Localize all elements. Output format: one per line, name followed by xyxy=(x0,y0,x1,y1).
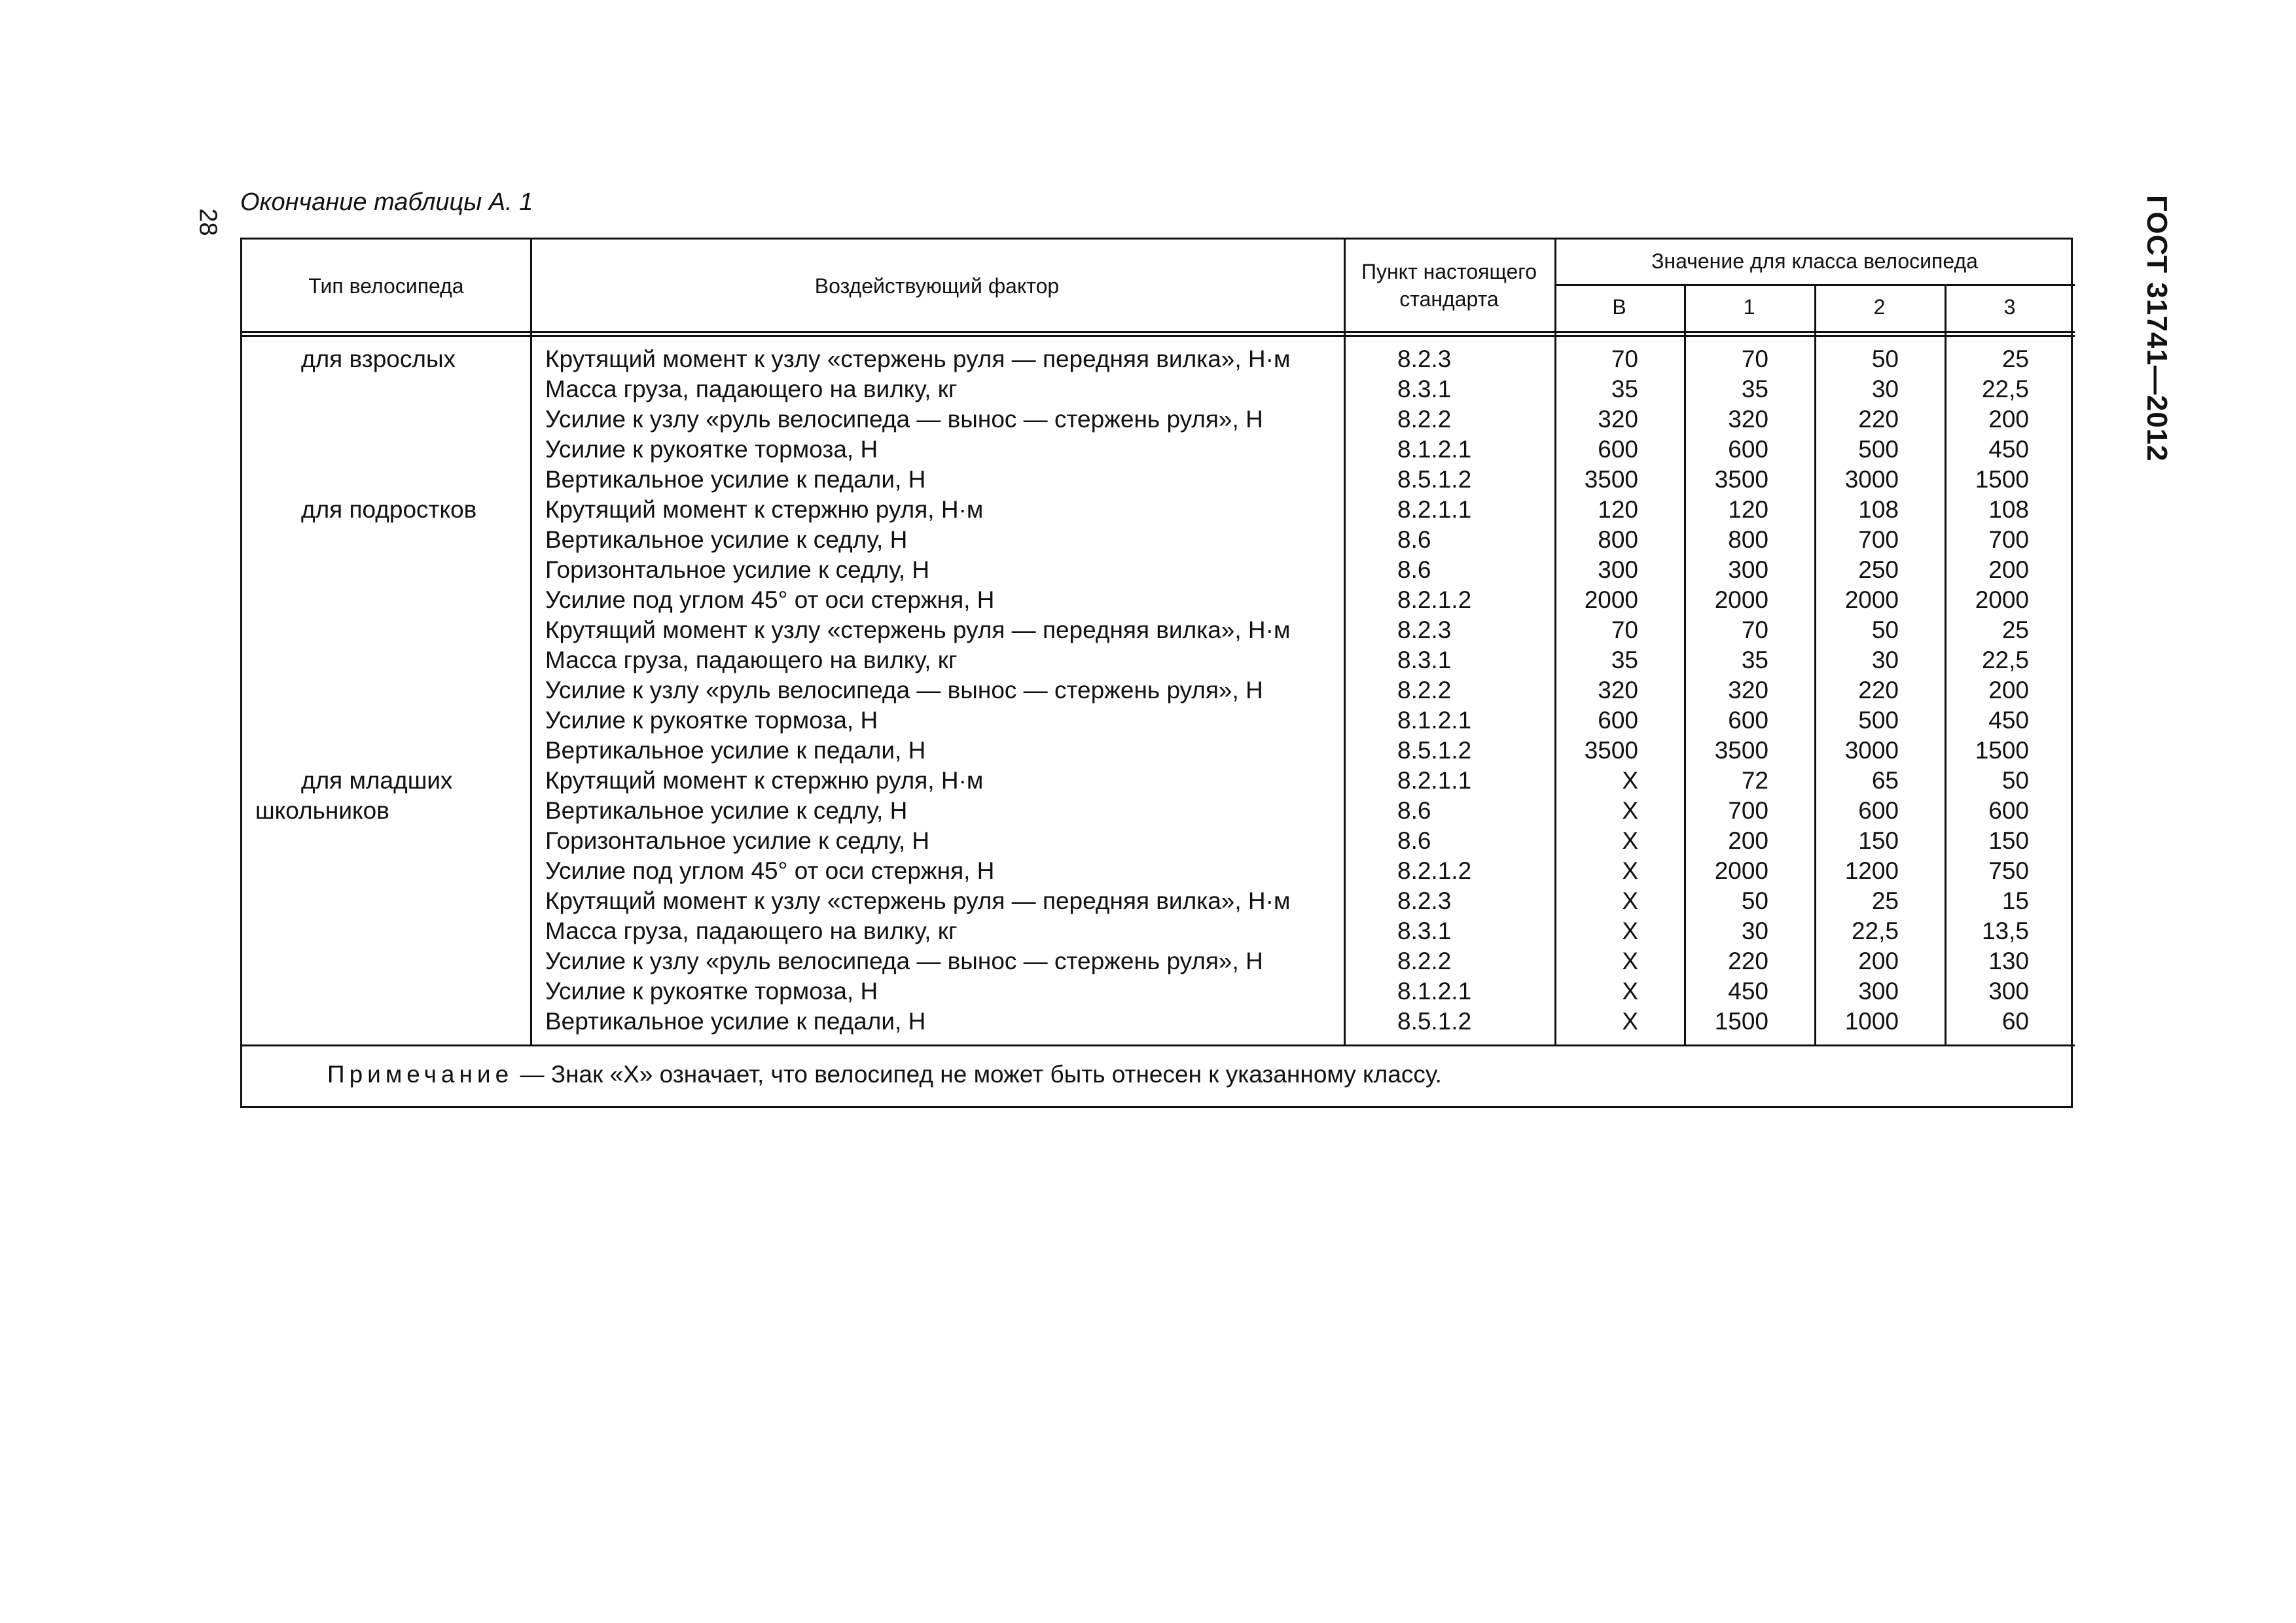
factor-cell: Усилие к узлу «руль велосипеда — вынос — стержень руля», Н xyxy=(545,948,1263,974)
value-cell: 1500 xyxy=(1975,466,2029,493)
value-cell: 1500 xyxy=(1714,1008,1768,1035)
clause-cell: 8.2.1.1 xyxy=(1397,496,1472,523)
factor-cell: Горизонтальное усилие к седлу, Н xyxy=(545,827,930,854)
factor-cell: Крутящий момент к стержню руля, Н·м xyxy=(545,496,984,523)
value-cell: 50 xyxy=(2001,767,2029,794)
clause-cell: 8.1.2.1 xyxy=(1397,707,1472,734)
factor-cell: Вертикальное усилие к педали, Н xyxy=(545,737,926,764)
value-cell: 320 xyxy=(1598,677,1638,704)
header-class-2: 2 xyxy=(1873,295,1886,319)
value-cell: 500 xyxy=(1858,707,1899,734)
value-cell: X xyxy=(1622,887,1638,914)
header-divider-double xyxy=(242,335,2075,337)
value-cell: 450 xyxy=(1988,436,2029,463)
value-cell: 800 xyxy=(1598,526,1638,553)
value-cell: 1500 xyxy=(1975,737,2029,764)
note-divider xyxy=(242,1044,2075,1046)
value-cell: 320 xyxy=(1728,406,1768,433)
value-cell: 22,5 xyxy=(1851,918,1899,944)
value-cell: 35 xyxy=(1611,376,1638,402)
value-cell: 35 xyxy=(1741,376,1768,402)
clause-cell: 8.6 xyxy=(1397,827,1431,854)
value-cell: 600 xyxy=(1598,707,1638,734)
clause-cell: 8.3.1 xyxy=(1397,647,1452,673)
factor-cell: Усилие к узлу «руль велосипеда — вынос — стержень руля», Н xyxy=(545,677,1263,704)
header-clause: Пункт настоящего стандарта xyxy=(1361,260,1537,311)
factor-cell: Масса груза, падающего на вилку, кг xyxy=(545,376,958,402)
header-type: Тип велосипеда xyxy=(308,274,464,298)
factor-cell: Горизонтальное усилие к седлу, Н xyxy=(545,556,930,583)
value-cell: 70 xyxy=(1611,616,1638,643)
value-cell: X xyxy=(1622,948,1638,974)
factor-cell: Крутящий момент к узлу «стержень руля — передняя вилка», Н·м xyxy=(545,887,1291,914)
clause-cell: 8.6 xyxy=(1397,556,1431,583)
value-cell: 22,5 xyxy=(1981,647,2029,673)
value-cell: 72 xyxy=(1741,767,1768,794)
clause-cell: 8.1.2.1 xyxy=(1397,978,1472,1005)
value-cell: 13,5 xyxy=(1981,918,2029,944)
value-cell: 130 xyxy=(1988,948,2029,974)
value-cell: X xyxy=(1622,1008,1638,1035)
value-cell: X xyxy=(1622,857,1638,884)
col-divider-1 xyxy=(530,240,532,1046)
page-number: 28 xyxy=(194,208,222,236)
value-cell: 70 xyxy=(1741,616,1768,643)
document-code: ГОСТ 31741—2012 xyxy=(2141,195,2173,462)
value-cell: 200 xyxy=(1988,406,2029,433)
clause-cell: 8.2.2 xyxy=(1397,406,1452,433)
value-cell: 22,5 xyxy=(1981,376,2029,402)
value-cell: 2000 xyxy=(1714,586,1768,613)
header-divider xyxy=(242,331,2075,333)
factor-cell: Усилие под углом 45° от оси стержня, Н xyxy=(545,857,995,884)
clause-cell: 8.2.3 xyxy=(1397,887,1452,914)
group-label: для подростков xyxy=(301,496,477,523)
value-cell: 300 xyxy=(1598,556,1638,583)
value-cell: 2000 xyxy=(1714,857,1768,884)
clause-cell: 8.2.1.2 xyxy=(1397,586,1472,613)
group-label: для взрослых xyxy=(301,346,456,372)
value-cell: 30 xyxy=(1741,918,1768,944)
note-label: Примечание xyxy=(327,1061,514,1088)
clause-cell: 8.5.1.2 xyxy=(1397,737,1472,764)
value-cell: 30 xyxy=(1871,647,1899,673)
value-cell: 1200 xyxy=(1844,857,1899,884)
value-cell: 3000 xyxy=(1844,466,1899,493)
value-cell: X xyxy=(1622,797,1638,824)
note-text: — Знак «X» означает, что велосипед не может быть отнесен к указанному классу. xyxy=(513,1061,1442,1088)
value-cell: X xyxy=(1622,767,1638,794)
value-cell: 2000 xyxy=(1584,586,1638,613)
value-cell: 70 xyxy=(1741,346,1768,372)
factor-cell: Крутящий момент к узлу «стержень руля — передняя вилка», Н·м xyxy=(545,616,1291,643)
value-cell: 700 xyxy=(1728,797,1768,824)
value-cell: 35 xyxy=(1741,647,1768,673)
value-cell: 600 xyxy=(1858,797,1899,824)
factor-cell: Вертикальное усилие к седлу, Н xyxy=(545,797,908,824)
factor-cell: Крутящий момент к стержню руля, Н·м xyxy=(545,767,984,794)
value-cell: 108 xyxy=(1858,496,1899,523)
value-cell: 700 xyxy=(1858,526,1899,553)
clause-cell: 8.1.2.1 xyxy=(1397,436,1472,463)
value-cell: 50 xyxy=(1871,346,1899,372)
data-table xyxy=(240,238,2073,1108)
value-cell: 300 xyxy=(1858,978,1899,1005)
value-cell: 30 xyxy=(1871,376,1899,402)
group-label: для младших школьников xyxy=(255,767,453,824)
value-cell: 200 xyxy=(1988,556,2029,583)
value-cell: 450 xyxy=(1728,978,1768,1005)
factor-cell: Вертикальное усилие к педали, Н xyxy=(545,1008,926,1035)
value-cell: 220 xyxy=(1858,677,1899,704)
value-cell: 220 xyxy=(1858,406,1899,433)
clause-cell: 8.2.2 xyxy=(1397,677,1452,704)
clause-cell: 8.6 xyxy=(1397,797,1431,824)
value-cell: 120 xyxy=(1598,496,1638,523)
col-divider-2 xyxy=(1344,240,1346,1046)
value-cell: 50 xyxy=(1871,616,1899,643)
value-cell: X xyxy=(1622,827,1638,854)
factor-cell: Вертикальное усилие к педали, Н xyxy=(545,466,926,493)
value-cell: 1000 xyxy=(1844,1008,1899,1035)
clause-cell: 8.3.1 xyxy=(1397,376,1452,402)
clause-cell: 8.5.1.2 xyxy=(1397,466,1472,493)
value-cell: 250 xyxy=(1858,556,1899,583)
value-cell: 300 xyxy=(1988,978,2029,1005)
value-cell: 25 xyxy=(2001,616,2029,643)
value-cell: 320 xyxy=(1728,677,1768,704)
header-class-1: 1 xyxy=(1743,295,1755,319)
value-cell: X xyxy=(1622,978,1638,1005)
factor-cell: Усилие к рукоятке тормоза, Н xyxy=(545,707,878,734)
value-cell: 200 xyxy=(1988,677,2029,704)
value-cell: 25 xyxy=(1871,887,1899,914)
value-cell: 220 xyxy=(1728,948,1768,974)
value-cell: 3500 xyxy=(1714,466,1768,493)
value-cell: 70 xyxy=(1611,346,1638,372)
factor-cell: Вертикальное усилие к седлу, Н xyxy=(545,526,908,553)
value-cell: 3500 xyxy=(1584,737,1638,764)
table-caption: Окончание таблицы А. 1 xyxy=(240,188,533,216)
value-cell: 600 xyxy=(1598,436,1638,463)
value-cell: 450 xyxy=(1988,707,2029,734)
value-cell: 600 xyxy=(1988,797,2029,824)
value-cell: 3500 xyxy=(1714,737,1768,764)
clause-cell: 8.2.2 xyxy=(1397,948,1452,974)
value-cell: 3000 xyxy=(1844,737,1899,764)
value-cell: 150 xyxy=(1988,827,2029,854)
value-cell: 500 xyxy=(1858,436,1899,463)
clause-cell: 8.2.3 xyxy=(1397,346,1452,372)
factor-cell: Масса груза, падающего на вилку, кг xyxy=(545,647,958,673)
value-cell: 65 xyxy=(1871,767,1899,794)
value-cell: 35 xyxy=(1611,647,1638,673)
value-cell: 700 xyxy=(1988,526,2029,553)
value-cell: 600 xyxy=(1728,436,1768,463)
value-cell: 3500 xyxy=(1584,466,1638,493)
table-note xyxy=(327,1061,1442,1088)
value-cell: 120 xyxy=(1728,496,1768,523)
factor-cell: Усилие к рукоятке тормоза, Н xyxy=(545,436,878,463)
value-cell: 320 xyxy=(1598,406,1638,433)
header-class-b: В xyxy=(1612,295,1626,319)
factor-cell: Усилие под углом 45° от оси стержня, Н xyxy=(545,586,995,613)
factor-cell: Усилие к узлу «руль велосипеда — вынос — стержень руля», Н xyxy=(545,406,1263,433)
value-cell: 15 xyxy=(2001,887,2029,914)
clause-cell: 8.5.1.2 xyxy=(1397,1008,1472,1035)
value-cell: 600 xyxy=(1728,707,1768,734)
factor-cell: Масса груза, падающего на вилку, кг xyxy=(545,918,958,944)
header-factor: Воздействующий фактор xyxy=(814,274,1060,298)
value-cell: 108 xyxy=(1988,496,2029,523)
clause-cell: 8.2.1.2 xyxy=(1397,857,1472,884)
value-cell: 25 xyxy=(2001,346,2029,372)
value-cell: 300 xyxy=(1728,556,1768,583)
header-value-group: Значение для класса велосипеда xyxy=(1651,249,1978,273)
value-cell: 800 xyxy=(1728,526,1768,553)
clause-cell: 8.6 xyxy=(1397,526,1431,553)
value-cell: 50 xyxy=(1741,887,1768,914)
factor-cell: Крутящий момент к узлу «стержень руля — передняя вилка», Н·м xyxy=(545,346,1291,372)
header-class-3: 3 xyxy=(2003,295,2016,319)
value-cell: 200 xyxy=(1858,948,1899,974)
value-cell: X xyxy=(1622,918,1638,944)
clause-cell: 8.2.1.1 xyxy=(1397,767,1472,794)
value-cell: 150 xyxy=(1858,827,1899,854)
value-cell: 2000 xyxy=(1975,586,2029,613)
factor-cell: Усилие к рукоятке тормоза, Н xyxy=(545,978,878,1005)
clause-cell: 8.3.1 xyxy=(1397,918,1452,944)
clause-cell: 8.2.3 xyxy=(1397,616,1452,643)
value-cell: 750 xyxy=(1988,857,2029,884)
value-cell: 2000 xyxy=(1844,586,1899,613)
value-cell: 200 xyxy=(1728,827,1768,854)
value-cell: 60 xyxy=(2001,1008,2029,1035)
